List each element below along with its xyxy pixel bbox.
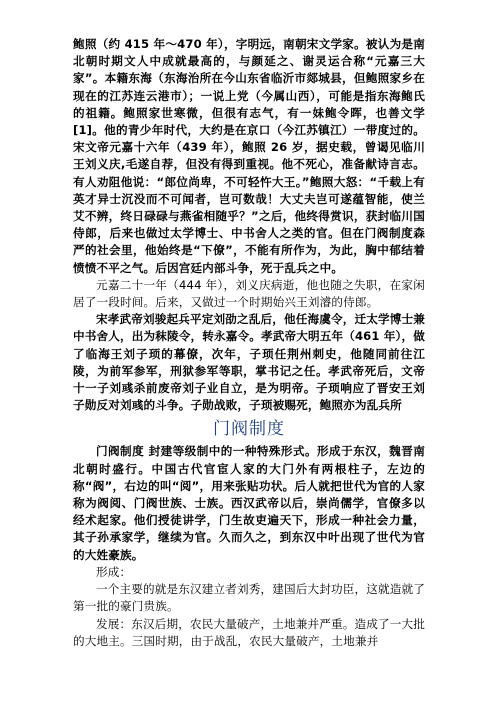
menfa-formation-heading: 形成： — [96, 564, 132, 579]
menfa-development-paragraph: 发展：东汉后期，农民大量破产，土地兼并严重。造成了一大批的大地主。三国时期，由于战乱，农民大量破产，土地兼并 — [73, 616, 425, 648]
bao-zhao-biography-paragraph: 鲍照（约 415 年～470 年），字明远，南朝宋文学家。被认为是南北朝时期文人中成就最高的，与颜延之、谢灵运合称“元嘉三大家”。本籍东海（东海治所在今山东省临沂市郯城县，但鲍照家乡在现在的江苏连云港市）；一说上党（今属山西），可能是指东海鲍氏的祖籍。鲍照家世寒微，但很有志气，有一妹鲍令晖，也善文学[1]。他的青少年时代，大约是在京口（今江苏镇江）一带度过的。宋文帝元嘉十六年（439 年），鲍照 26 岁，据史载，曾谒见临川王刘义庆,毛遂自荐，但没有得到重视。他不死心，准备献诗言志。有人劝阻他说：“郎位尚卑，不可轻忤大王。”鲍照大怒：“千载上有英才异士沉没而不可闻者，岂可数哉！大丈夫岂可遂蕴智能，使兰艾不辨，终日碌碌与燕雀相随乎？”之后，他终得赏识，获封临川国侍郎，后来也做过太学博士、中书舍人之类的官。但在门阀制度森严的社会里，他始终是“下僚”，不能有所作为，为此，胸中郁结着愤愤不平之气。后因宫廷内部斗争，死于乱兵之中。 — [73, 37, 425, 275]
bao-zhao-paragraph-2: 元嘉二十一年（444 年），刘义庆病逝，他也随之失职，在家闲居了一段时间。后来，又做过一个时期始兴王刘濬的侍郎。 — [73, 277, 425, 310]
document-page — [73, 36, 425, 650]
menfa-formation-paragraph: 一个主要的就是东汉建立者刘秀，建国后大封功臣，这就造就了第一批的豪门贵族。 — [73, 582, 425, 614]
menfa-intro-paragraph: 门阀制度 封建等级制中的一种特殊形式。形成于东汉，魏晋南北朝时盛行。中国古代官宦人家的大门外有两根柱子，左边的称“阀”，右边的叫“阅”，用来张贴功状。后人就把世代为官的人家称为阀阅、门阀世族、士族。西汉武帝以后，崇尚儒学，官僚多以经术起家。他们授徒讲学，门生故吏遍天下，形成一种社会力量，其子孙承家学，继续为官。久而久之，到东汉中叶出现了世代为官的大姓豪族。 — [73, 444, 425, 562]
section-title: 门阀制度 — [213, 419, 285, 440]
bao-zhao-paragraph-3: 宋孝武帝刘骏起兵平定刘劭之乱后，他任海虞令，迁太学博士兼中书舍人，出为秣陵令，转永嘉令。孝武帝大明五年（461 年），做了临海王刘子顼的幕僚，次年，子顼任荆州刺史，他随同前往江陵，为前军参军，刑狱参军等职，掌书记之任。孝武帝死后，文帝十一子刘彧杀前废帝刘子业自立，是为明帝。子顼响应了晋安王刘子勋反对刘彧的斗争。子勋战败，子顼被赐死，鲍照亦为乱兵所 — [73, 312, 425, 413]
